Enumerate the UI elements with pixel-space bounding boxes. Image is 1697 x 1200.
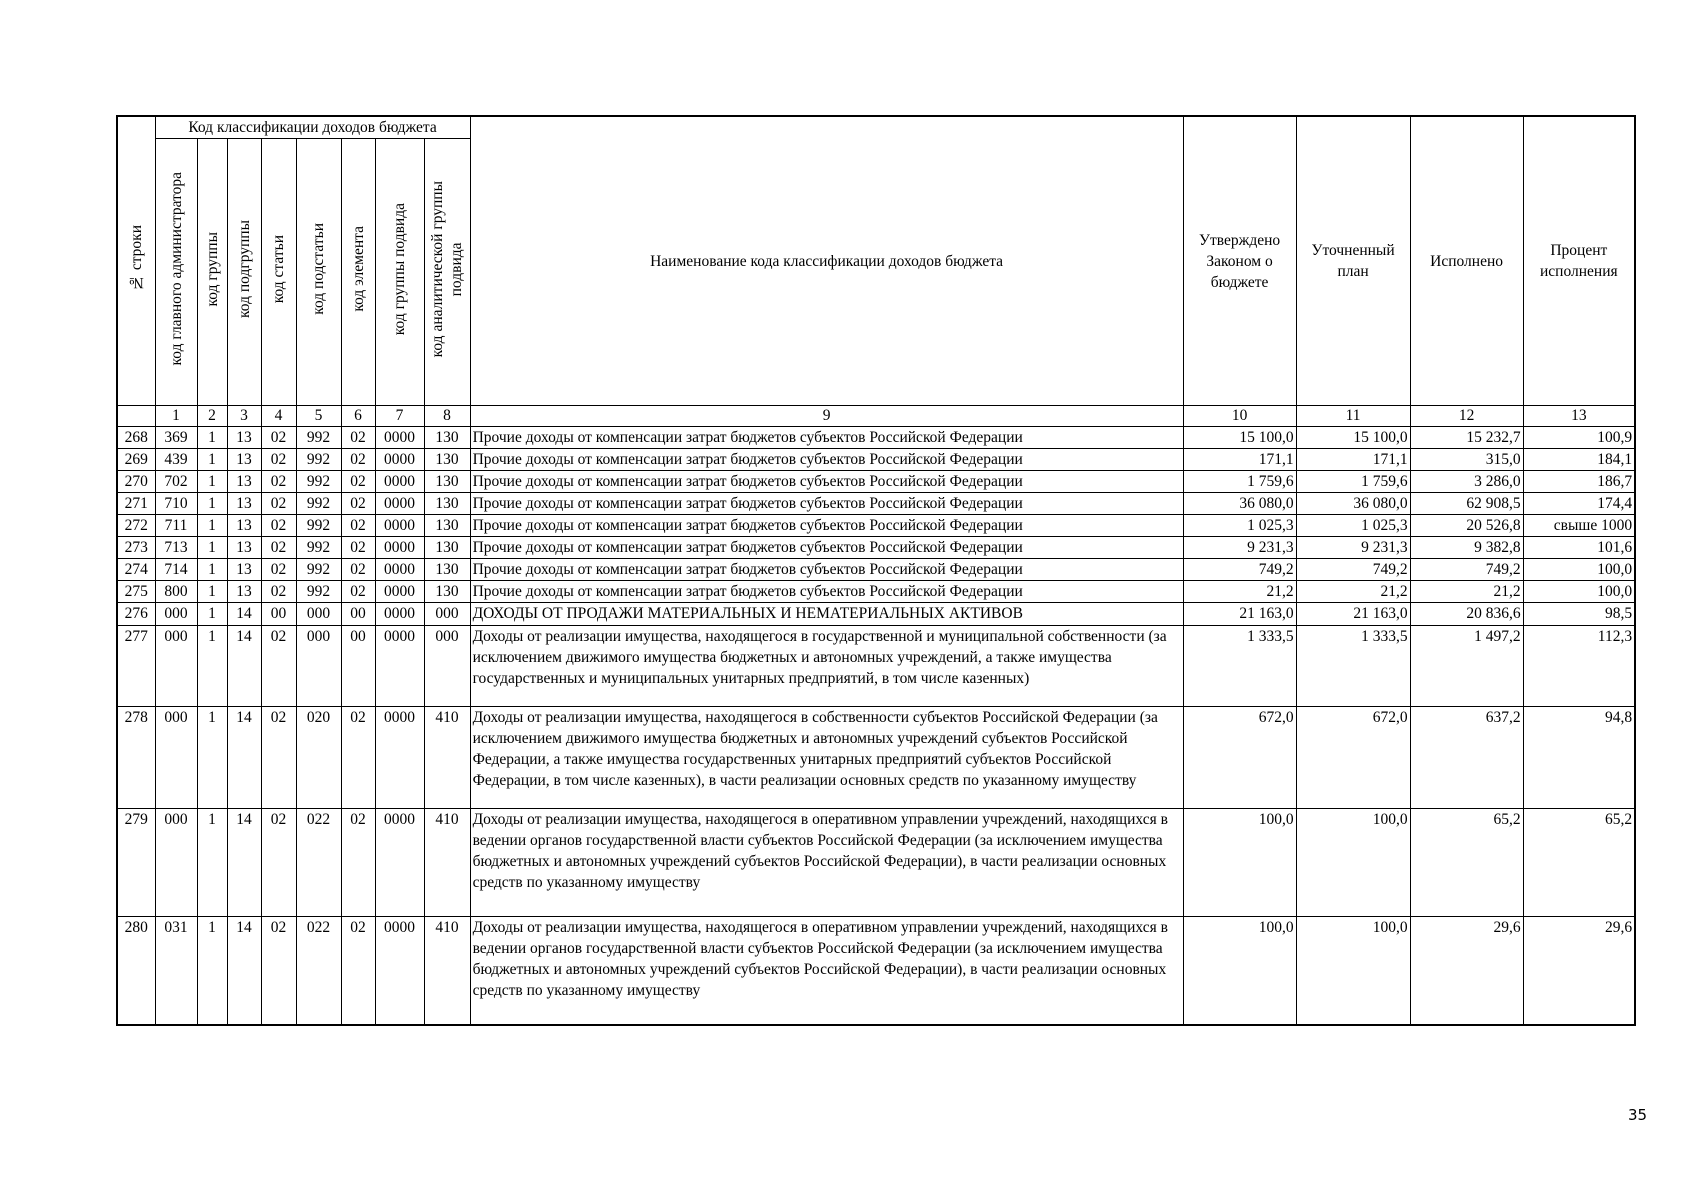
percent-cell: свыше 1000: [1523, 515, 1635, 537]
analytic-group-code-cell: 130: [424, 449, 470, 471]
name-cell: Прочие доходы от компенсации затрат бюджетов субъектов Российской Федерации: [470, 581, 1183, 603]
executed-cell: 20 836,6: [1410, 603, 1523, 626]
group-code-cell: 1: [197, 493, 227, 515]
subarticle-code-cell: 992: [296, 581, 341, 603]
article-code-cell: 02: [261, 559, 296, 581]
group-code-cell: 1: [197, 449, 227, 471]
article-code-cell: 02: [261, 471, 296, 493]
executed-cell: 65,2: [1410, 809, 1523, 917]
column-number: 1: [155, 406, 197, 427]
subtype-group-code-cell: 0000: [375, 707, 424, 809]
approved-cell: 1 025,3: [1183, 515, 1296, 537]
header-subgroup-code: код подгруппы: [227, 139, 261, 406]
column-number: 10: [1183, 406, 1296, 427]
element-code-cell: 02: [341, 707, 375, 809]
group-code-cell: 1: [197, 581, 227, 603]
table-row: [117, 449, 1635, 471]
subgroup-code-cell: 13: [227, 581, 261, 603]
subtype-group-code-cell: 0000: [375, 493, 424, 515]
analytic-group-code-cell: 000: [424, 603, 470, 626]
row-number-cell: 273: [117, 537, 155, 559]
column-number: 12: [1410, 406, 1523, 427]
subarticle-code-cell: 992: [296, 471, 341, 493]
name-cell: Прочие доходы от компенсации затрат бюджетов субъектов Российской Федерации: [470, 493, 1183, 515]
subtype-group-code-cell: 0000: [375, 427, 424, 449]
plan-cell: 171,1: [1296, 449, 1410, 471]
subgroup-code-cell: 13: [227, 449, 261, 471]
element-code-cell: 02: [341, 559, 375, 581]
admin-code-cell: 000: [155, 603, 197, 626]
table-row: [117, 427, 1635, 449]
plan-cell: 36 080,0: [1296, 493, 1410, 515]
article-code-cell: 02: [261, 707, 296, 809]
column-number: 11: [1296, 406, 1410, 427]
subgroup-code-cell: 13: [227, 471, 261, 493]
subgroup-code-cell: 13: [227, 559, 261, 581]
approved-cell: 9 231,3: [1183, 537, 1296, 559]
article-code-cell: 02: [261, 626, 296, 707]
header-subarticle-code: код подстатьи: [296, 139, 341, 406]
element-code-cell: 02: [341, 493, 375, 515]
subarticle-code-cell: 000: [296, 603, 341, 626]
approved-cell: 672,0: [1183, 707, 1296, 809]
group-code-cell: 1: [197, 707, 227, 809]
header-classification-code-group: Код классификации доходов бюджета: [155, 116, 470, 139]
header-subtype-group-code: код группы подвида: [375, 139, 424, 406]
group-code-cell: 1: [197, 603, 227, 626]
executed-cell: 15 232,7: [1410, 427, 1523, 449]
subgroup-code-cell: 14: [227, 809, 261, 917]
subgroup-code-cell: 13: [227, 537, 261, 559]
article-code-cell: 02: [261, 537, 296, 559]
percent-cell: 101,6: [1523, 537, 1635, 559]
subgroup-code-cell: 14: [227, 626, 261, 707]
row-number-cell: 271: [117, 493, 155, 515]
group-code-cell: 1: [197, 559, 227, 581]
approved-cell: 100,0: [1183, 917, 1296, 1025]
group-code-cell: 1: [197, 537, 227, 559]
approved-cell: 15 100,0: [1183, 427, 1296, 449]
subarticle-code-cell: 992: [296, 515, 341, 537]
name-cell: Прочие доходы от компенсации затрат бюджетов субъектов Российской Федерации: [470, 559, 1183, 581]
name-cell: Прочие доходы от компенсации затрат бюджетов субъектов Российской Федерации: [470, 471, 1183, 493]
subtype-group-code-cell: 0000: [375, 471, 424, 493]
name-cell: Прочие доходы от компенсации затрат бюджетов субъектов Российской Федерации: [470, 427, 1183, 449]
analytic-group-code-cell: 410: [424, 707, 470, 809]
approved-cell: 36 080,0: [1183, 493, 1296, 515]
analytic-group-code-cell: 410: [424, 917, 470, 1025]
name-cell: ДОХОДЫ ОТ ПРОДАЖИ МАТЕРИАЛЬНЫХ И НЕМАТЕРИАЛЬНЫХ АКТИВОВ: [470, 603, 1183, 626]
header-row-number: № строки: [117, 116, 155, 406]
admin-code-cell: 000: [155, 707, 197, 809]
plan-cell: 672,0: [1296, 707, 1410, 809]
subgroup-code-cell: 13: [227, 515, 261, 537]
table-body: [117, 427, 1635, 1025]
executed-cell: 62 908,5: [1410, 493, 1523, 515]
percent-cell: 174,4: [1523, 493, 1635, 515]
element-code-cell: 02: [341, 581, 375, 603]
admin-code-cell: 710: [155, 493, 197, 515]
header-name: Наименование кода классификации доходов бюджета: [470, 116, 1183, 406]
analytic-group-code-cell: 130: [424, 493, 470, 515]
name-cell: Прочие доходы от компенсации затрат бюджетов субъектов Российской Федерации: [470, 537, 1183, 559]
header-plan: Уточненный план: [1296, 116, 1410, 406]
executed-cell: 1 497,2: [1410, 626, 1523, 707]
article-code-cell: 02: [261, 581, 296, 603]
name-cell: Доходы от реализации имущества, находящегося в собственности субъектов Российской Федерации (за исключением движимого имущества бюджетных и автономных учреждений субъектов Российской Федерации, а также имущества государственных унитарных предприятий субъектов Российской Федерации, в том числе казенных), в части реализации основных средств по указанному имуществу: [470, 707, 1183, 809]
table-row: [117, 493, 1635, 515]
header-percent: Процент исполнения: [1523, 116, 1635, 406]
table-row: [117, 515, 1635, 537]
subtype-group-code-cell: 0000: [375, 581, 424, 603]
approved-cell: 1 333,5: [1183, 626, 1296, 707]
subtype-group-code-cell: 0000: [375, 603, 424, 626]
row-number-cell: 270: [117, 471, 155, 493]
name-cell: Прочие доходы от компенсации затрат бюджетов субъектов Российской Федерации: [470, 449, 1183, 471]
plan-cell: 1 025,3: [1296, 515, 1410, 537]
element-code-cell: 00: [341, 603, 375, 626]
row-number-cell: 268: [117, 427, 155, 449]
analytic-group-code-cell: 130: [424, 559, 470, 581]
column-number: 13: [1523, 406, 1635, 427]
row-number-cell: 280: [117, 917, 155, 1025]
row-number-cell: 277: [117, 626, 155, 707]
executed-cell: 21,2: [1410, 581, 1523, 603]
subtype-group-code-cell: 0000: [375, 559, 424, 581]
executed-cell: 20 526,8: [1410, 515, 1523, 537]
header-group-code: код группы: [197, 139, 227, 406]
analytic-group-code-cell: 130: [424, 427, 470, 449]
element-code-cell: 02: [341, 449, 375, 471]
subgroup-code-cell: 14: [227, 917, 261, 1025]
percent-cell: 98,5: [1523, 603, 1635, 626]
table-row: [117, 603, 1635, 626]
group-code-cell: 1: [197, 471, 227, 493]
analytic-group-code-cell: 130: [424, 515, 470, 537]
column-number-row: [117, 406, 1635, 427]
column-number: 3: [227, 406, 261, 427]
plan-cell: 100,0: [1296, 809, 1410, 917]
percent-cell: 29,6: [1523, 917, 1635, 1025]
subarticle-code-cell: 000: [296, 626, 341, 707]
approved-cell: 171,1: [1183, 449, 1296, 471]
group-code-cell: 1: [197, 515, 227, 537]
executed-cell: 3 286,0: [1410, 471, 1523, 493]
column-number: 5: [296, 406, 341, 427]
column-number: 7: [375, 406, 424, 427]
header-article-code: код статьи: [261, 139, 296, 406]
approved-cell: 21 163,0: [1183, 603, 1296, 626]
subtype-group-code-cell: 0000: [375, 449, 424, 471]
percent-cell: 100,0: [1523, 581, 1635, 603]
header-analytic-group-code: код аналитической группы подвида: [424, 139, 470, 406]
name-cell: Доходы от реализации имущества, находящегося в государственной и муниципальной собственности (за исключением движимого имущества бюджетных и автономных учреждений, а также имущества государственных и муниципальных унитарных предприятий, в том числе казенных): [470, 626, 1183, 707]
column-number: 9: [470, 406, 1183, 427]
admin-code-cell: 000: [155, 809, 197, 917]
approved-cell: 21,2: [1183, 581, 1296, 603]
executed-cell: 749,2: [1410, 559, 1523, 581]
article-code-cell: 02: [261, 449, 296, 471]
row-number-cell: 274: [117, 559, 155, 581]
row-number-cell: 278: [117, 707, 155, 809]
approved-cell: 749,2: [1183, 559, 1296, 581]
column-number: 4: [261, 406, 296, 427]
subgroup-code-cell: 13: [227, 427, 261, 449]
subarticle-code-cell: 992: [296, 493, 341, 515]
percent-cell: 186,7: [1523, 471, 1635, 493]
subarticle-code-cell: 992: [296, 537, 341, 559]
percent-cell: 100,9: [1523, 427, 1635, 449]
table-row: [117, 707, 1635, 809]
table-row: [117, 581, 1635, 603]
row-number-cell: 279: [117, 809, 155, 917]
analytic-group-code-cell: 130: [424, 581, 470, 603]
column-number: 6: [341, 406, 375, 427]
analytic-group-code-cell: 000: [424, 626, 470, 707]
table-row: [117, 917, 1635, 1025]
name-cell: Прочие доходы от компенсации затрат бюджетов субъектов Российской Федерации: [470, 515, 1183, 537]
executed-cell: 9 382,8: [1410, 537, 1523, 559]
subarticle-code-cell: 022: [296, 917, 341, 1025]
analytic-group-code-cell: 410: [424, 809, 470, 917]
element-code-cell: 02: [341, 917, 375, 1025]
subarticle-code-cell: 992: [296, 449, 341, 471]
plan-cell: 749,2: [1296, 559, 1410, 581]
approved-cell: 100,0: [1183, 809, 1296, 917]
executed-cell: 637,2: [1410, 707, 1523, 809]
header-element-code: код элемента: [341, 139, 375, 406]
element-code-cell: 02: [341, 809, 375, 917]
admin-code-cell: 031: [155, 917, 197, 1025]
subarticle-code-cell: 992: [296, 427, 341, 449]
article-code-cell: 00: [261, 603, 296, 626]
analytic-group-code-cell: 130: [424, 471, 470, 493]
analytic-group-code-cell: 130: [424, 537, 470, 559]
element-code-cell: 00: [341, 626, 375, 707]
approved-cell: 1 759,6: [1183, 471, 1296, 493]
row-number-cell: 272: [117, 515, 155, 537]
subarticle-code-cell: 020: [296, 707, 341, 809]
group-code-cell: 1: [197, 626, 227, 707]
subgroup-code-cell: 14: [227, 707, 261, 809]
admin-code-cell: 800: [155, 581, 197, 603]
admin-code-cell: 714: [155, 559, 197, 581]
row-number-cell: 269: [117, 449, 155, 471]
admin-code-cell: 439: [155, 449, 197, 471]
subtype-group-code-cell: 0000: [375, 809, 424, 917]
column-number: 8: [424, 406, 470, 427]
subarticle-code-cell: 992: [296, 559, 341, 581]
percent-cell: 94,8: [1523, 707, 1635, 809]
admin-code-cell: 000: [155, 626, 197, 707]
admin-code-cell: 702: [155, 471, 197, 493]
page-number: 35: [1628, 1106, 1648, 1124]
plan-cell: 21 163,0: [1296, 603, 1410, 626]
article-code-cell: 02: [261, 515, 296, 537]
subgroup-code-cell: 13: [227, 493, 261, 515]
group-code-cell: 1: [197, 809, 227, 917]
executed-cell: 315,0: [1410, 449, 1523, 471]
group-code-cell: 1: [197, 917, 227, 1025]
header-admin-code: код главного администратора: [155, 139, 197, 406]
subgroup-code-cell: 14: [227, 603, 261, 626]
percent-cell: 112,3: [1523, 626, 1635, 707]
row-number-cell: 275: [117, 581, 155, 603]
plan-cell: 21,2: [1296, 581, 1410, 603]
element-code-cell: 02: [341, 471, 375, 493]
header-approved: Утверждено Законом о бюджете: [1183, 116, 1296, 406]
header-executed: Исполнено: [1410, 116, 1523, 406]
name-cell: Доходы от реализации имущества, находящегося в оперативном управлении учреждений, находящихся в ведении органов государственной власти субъектов Российской Федерации (за исключением имущества бюджетных и автономных учреждений субъектов Российской Федерации), в части реализации основных средств по указанному имуществу: [470, 917, 1183, 1025]
element-code-cell: 02: [341, 427, 375, 449]
table-row: [117, 809, 1635, 917]
percent-cell: 100,0: [1523, 559, 1635, 581]
plan-cell: 15 100,0: [1296, 427, 1410, 449]
table-row: [117, 537, 1635, 559]
article-code-cell: 02: [261, 493, 296, 515]
subtype-group-code-cell: 0000: [375, 537, 424, 559]
row-number-cell: 276: [117, 603, 155, 626]
subarticle-code-cell: 022: [296, 809, 341, 917]
executed-cell: 29,6: [1410, 917, 1523, 1025]
plan-cell: 100,0: [1296, 917, 1410, 1025]
table-row: [117, 559, 1635, 581]
plan-cell: 1 333,5: [1296, 626, 1410, 707]
percent-cell: 184,1: [1523, 449, 1635, 471]
subtype-group-code-cell: 0000: [375, 515, 424, 537]
admin-code-cell: 369: [155, 427, 197, 449]
percent-cell: 65,2: [1523, 809, 1635, 917]
column-number: [117, 406, 155, 427]
name-cell: Доходы от реализации имущества, находящегося в оперативном управлении учреждений, находящихся в ведении органов государственной власти субъектов Российской Федерации (за исключением имущества бюджетных и автономных учреждений субъектов Российской Федерации), в части реализации основных средств по указанному имуществу: [470, 809, 1183, 917]
element-code-cell: 02: [341, 515, 375, 537]
plan-cell: 9 231,3: [1296, 537, 1410, 559]
plan-cell: 1 759,6: [1296, 471, 1410, 493]
article-code-cell: 02: [261, 809, 296, 917]
group-code-cell: 1: [197, 427, 227, 449]
subtype-group-code-cell: 0000: [375, 917, 424, 1025]
subtype-group-code-cell: 0000: [375, 626, 424, 707]
article-code-cell: 02: [261, 917, 296, 1025]
table-row: [117, 471, 1635, 493]
element-code-cell: 02: [341, 537, 375, 559]
article-code-cell: 02: [261, 427, 296, 449]
admin-code-cell: 711: [155, 515, 197, 537]
admin-code-cell: 713: [155, 537, 197, 559]
revenue-classification-table: [116, 115, 1636, 1026]
column-number: 2: [197, 406, 227, 427]
table-row: [117, 626, 1635, 707]
